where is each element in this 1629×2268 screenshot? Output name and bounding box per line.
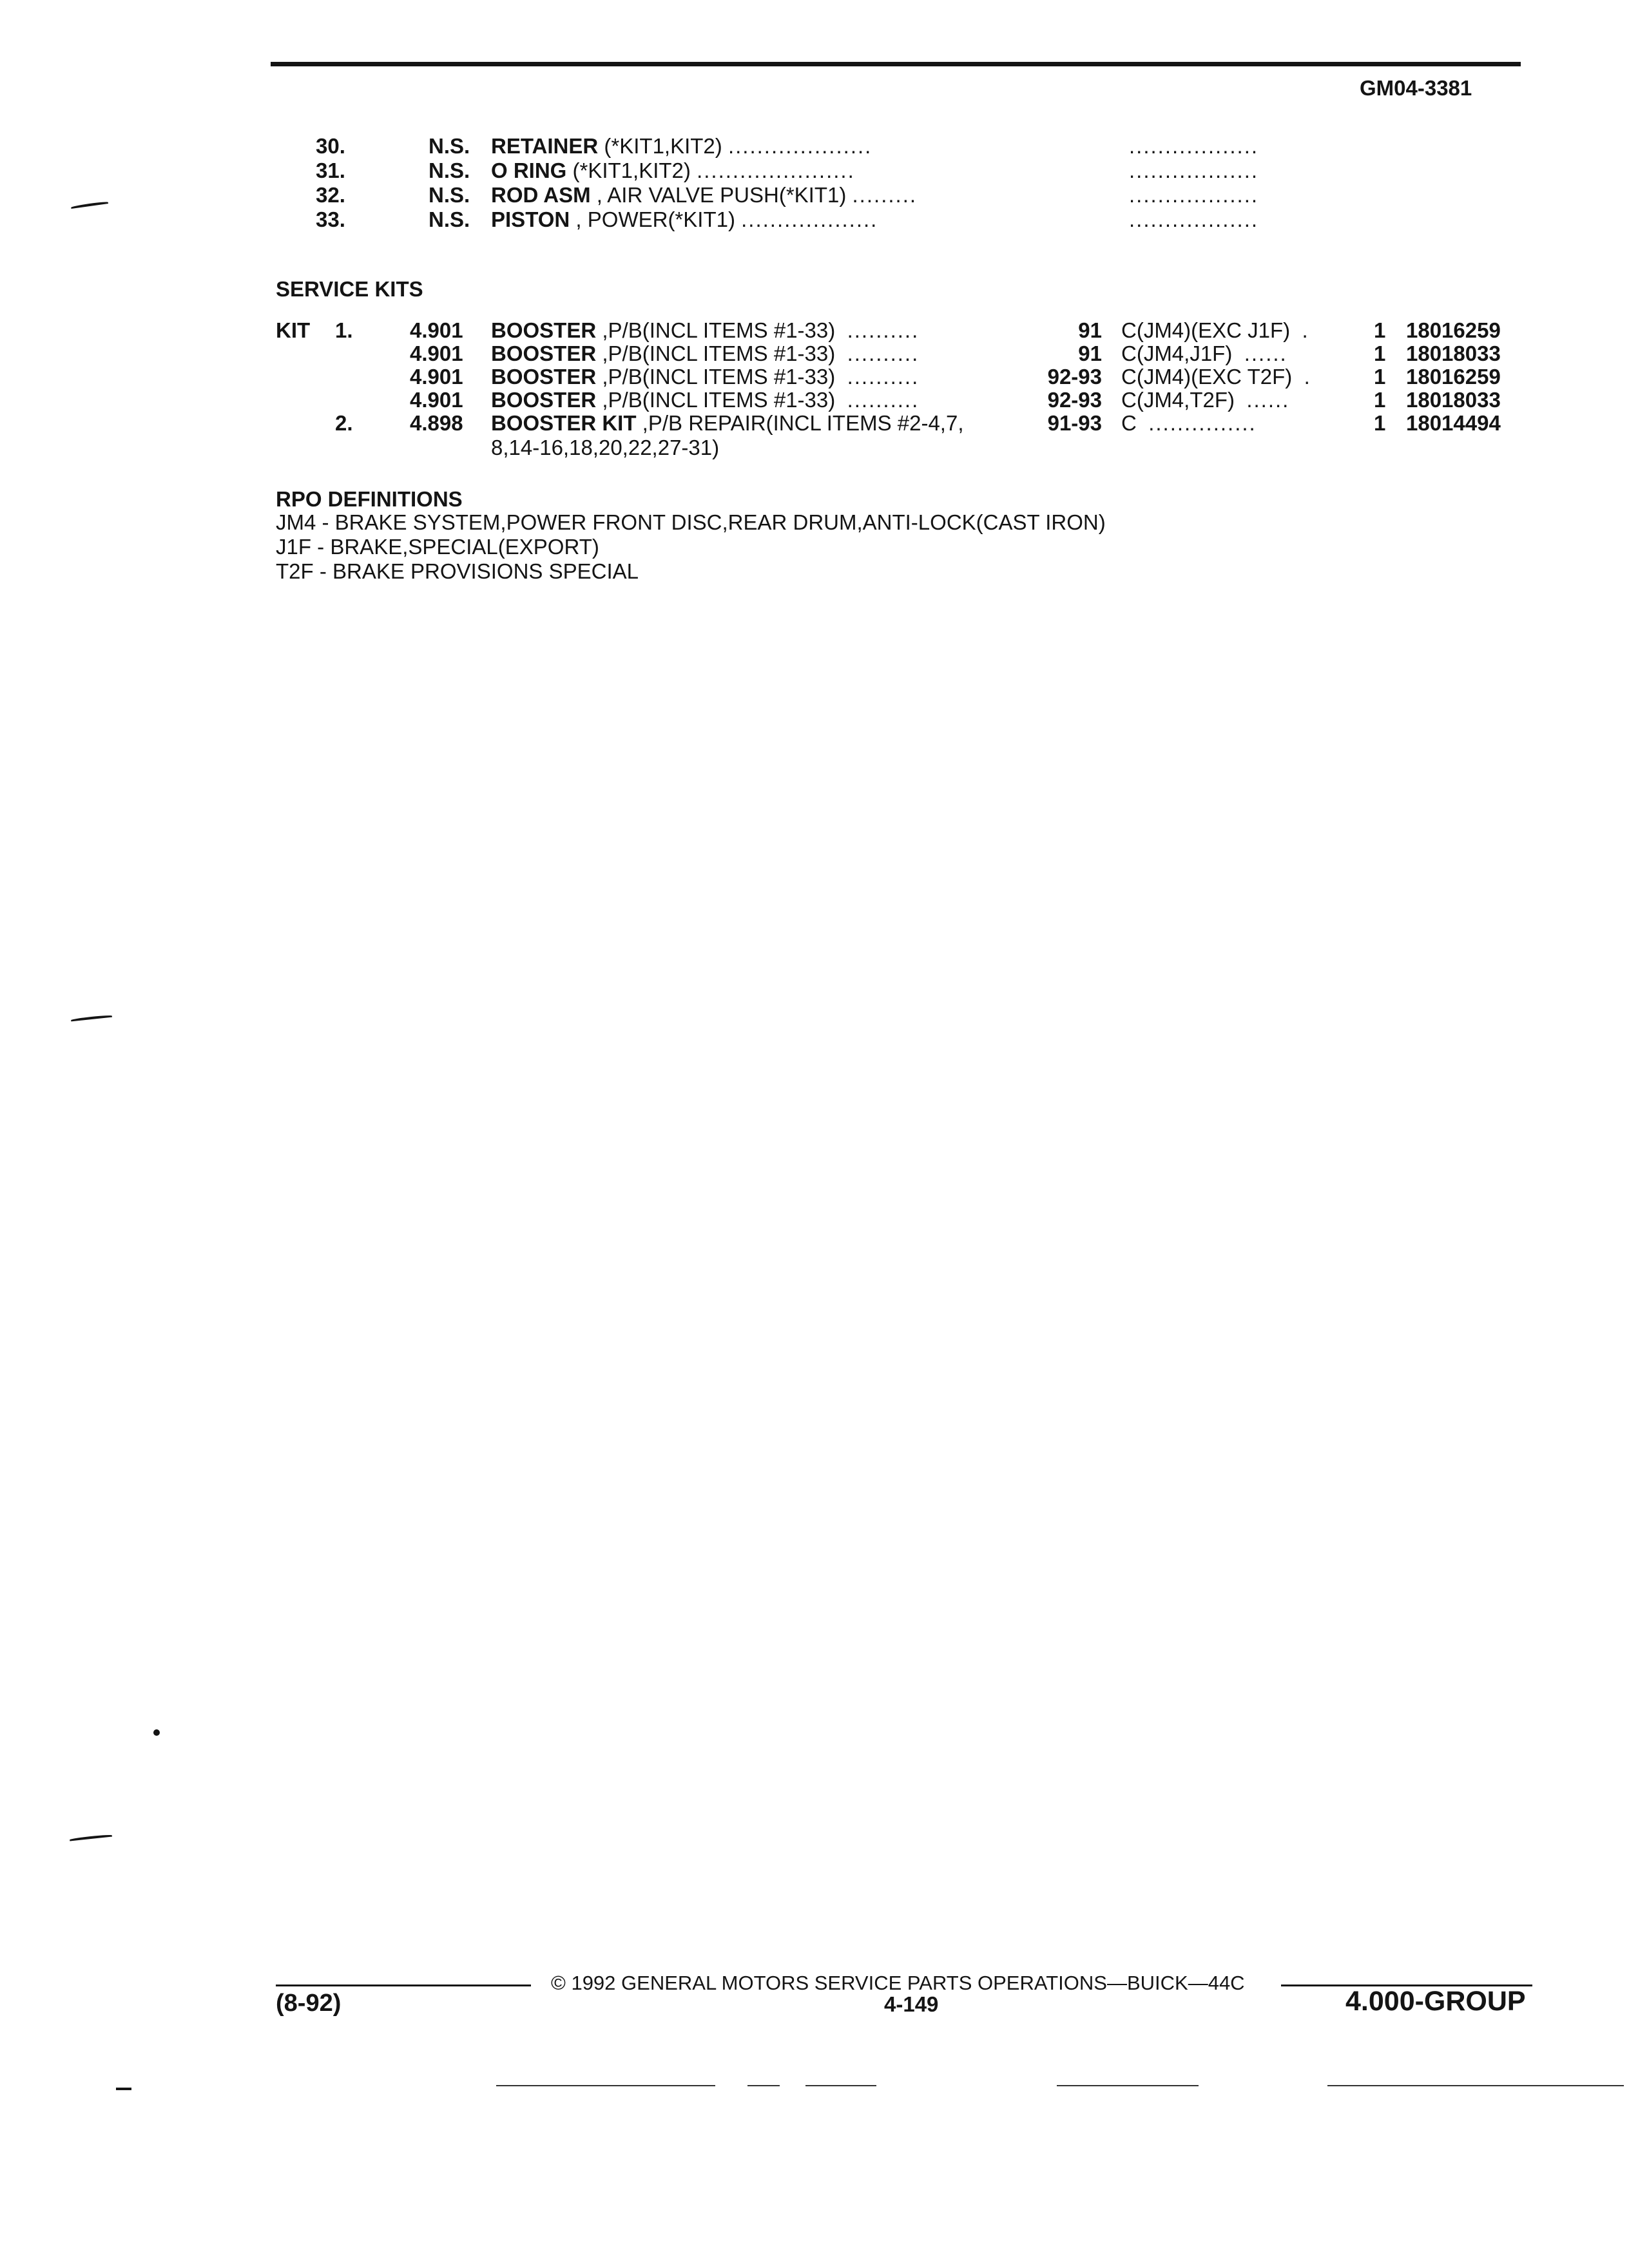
- top-rule: [271, 62, 1521, 66]
- kit-qty: 1: [1374, 341, 1386, 365]
- kit-usage: [1121, 365, 1311, 389]
- document-id: GM04-3381: [1360, 76, 1472, 100]
- scan-dash: [805, 2085, 876, 2086]
- kit-description: [491, 318, 919, 343]
- item-code: N.S.: [429, 183, 470, 207]
- kit-usage-text: C(JM4,J1F): [1121, 341, 1233, 365]
- leader-dots: ..................: [1129, 159, 1259, 182]
- kit-desc: ,P/B REPAIR(INCL ITEMS #2-4,7,: [636, 411, 964, 435]
- kit-usage-text: C(JM4,T2F): [1121, 388, 1235, 412]
- binder-hole-mark: [70, 1834, 112, 1841]
- kit-name: BOOSTER: [491, 341, 597, 365]
- leader-dots: ..................: [1129, 183, 1259, 207]
- scan-dash: [747, 2085, 780, 2086]
- item-code: N.S.: [429, 134, 470, 158]
- kit-part-number: 18018033: [1406, 341, 1501, 365]
- kit-part-number: 18014494: [1406, 411, 1501, 435]
- kit-description: [491, 411, 964, 436]
- item-desc: , AIR VALVE PUSH(*KIT1): [590, 183, 847, 207]
- kit-label: KIT: [276, 318, 311, 342]
- kit-desc: ,P/B(INCL ITEMS #1-33): [596, 318, 836, 342]
- kit-description: [491, 365, 919, 389]
- kit-usage: [1121, 411, 1257, 436]
- kit-code: 4.901: [410, 318, 463, 342]
- leader-dots: ..................: [1129, 134, 1259, 158]
- leader-dots: ..........: [847, 388, 920, 412]
- kit-year: 91: [1078, 341, 1102, 365]
- scan-dash: [1057, 2085, 1199, 2086]
- kit-code: 4.898: [410, 411, 463, 435]
- footer-group-label: 4.000-GROUP: [1345, 1986, 1526, 2017]
- kit-desc: ,P/B(INCL ITEMS #1-33): [596, 365, 836, 389]
- footer-revision-date: (8-92): [276, 1990, 342, 2017]
- kit-year: 92-93: [1047, 365, 1102, 389]
- rpo-definition: T2F - BRAKE PROVISIONS SPECIAL: [276, 559, 639, 583]
- leader-dots: ......: [1244, 341, 1287, 365]
- leader-dots: .........: [852, 183, 918, 207]
- kit-description: [491, 341, 919, 366]
- kit-usage-text: C(JM4)(EXC J1F): [1121, 318, 1291, 342]
- kit-part-number: 18016259: [1406, 318, 1501, 342]
- binder-hole-mark: [116, 2088, 131, 2090]
- leader-dots: ..........: [847, 318, 920, 342]
- ink-speck: [153, 1729, 160, 1736]
- rpo-definition: J1F - BRAKE,SPECIAL(EXPORT): [276, 535, 599, 559]
- item-code: N.S.: [429, 207, 470, 231]
- kit-code: 4.901: [410, 365, 463, 389]
- kit-name: BOOSTER KIT: [491, 411, 637, 435]
- item-number: 32.: [316, 183, 345, 207]
- kit-usage: [1121, 341, 1287, 366]
- kit-year: 91: [1078, 318, 1102, 342]
- kit-name: BOOSTER: [491, 388, 597, 412]
- kit-usage: [1121, 388, 1289, 412]
- item-desc: (*KIT1,KIT2): [598, 134, 722, 158]
- scan-dash: [496, 2085, 715, 2086]
- item-description: [491, 207, 878, 232]
- leader-dots: ..........: [847, 341, 920, 365]
- kit-desc: ,P/B(INCL ITEMS #1-33): [596, 388, 836, 412]
- leader-dots: ...................: [741, 207, 878, 231]
- footer-copyright: © 1992 GENERAL MOTORS SERVICE PARTS OPERATIONS—BUICK—44C: [551, 1972, 1245, 1994]
- kit-qty: 1: [1374, 365, 1386, 389]
- section-heading-service-kits: SERVICE KITS: [276, 277, 423, 301]
- item-number: 33.: [316, 207, 345, 231]
- kit-name: BOOSTER: [491, 365, 597, 389]
- leader-dots: .: [1302, 318, 1309, 342]
- leader-dots: ..................: [1129, 207, 1259, 231]
- leader-dots: ......................: [697, 159, 855, 182]
- leader-dots: ....................: [728, 134, 872, 158]
- leader-dots: ..........: [847, 365, 920, 389]
- kit-code: 4.901: [410, 388, 463, 412]
- item-description: [491, 159, 855, 183]
- kit-usage-text: C(JM4)(EXC T2F): [1121, 365, 1293, 389]
- kit-description-continuation: 8,14-16,18,20,22,27-31): [491, 436, 720, 459]
- kit-desc: ,P/B(INCL ITEMS #1-33): [596, 341, 836, 365]
- kit-part-number: 18016259: [1406, 365, 1501, 389]
- item-name: RETAINER: [491, 134, 599, 158]
- leader-dots: ...............: [1148, 411, 1257, 435]
- kit-name: BOOSTER: [491, 318, 597, 342]
- item-desc: , POWER(*KIT1): [570, 207, 735, 231]
- kit-usage: [1121, 318, 1309, 343]
- scan-dash: [1327, 2085, 1624, 2086]
- item-name: ROD ASM: [491, 183, 591, 207]
- footer-page-number: 4-149: [884, 1992, 939, 2016]
- item-code: N.S.: [429, 159, 470, 182]
- leader-dots: ......: [1246, 388, 1290, 412]
- kit-number: 2.: [335, 411, 353, 435]
- kit-usage-text: C: [1121, 411, 1137, 435]
- item-name: O RING: [491, 159, 567, 182]
- item-number: 30.: [316, 134, 345, 158]
- kit-qty: 1: [1374, 388, 1386, 412]
- item-description: [491, 134, 872, 159]
- section-heading-rpo-definitions: RPO DEFINITIONS: [276, 487, 463, 511]
- item-number: 31.: [316, 159, 345, 182]
- kit-description: [491, 388, 919, 412]
- kit-qty: 1: [1374, 318, 1386, 342]
- item-description: [491, 183, 917, 207]
- kit-part-number: 18018033: [1406, 388, 1501, 412]
- kit-code: 4.901: [410, 341, 463, 365]
- rpo-definition: JM4 - BRAKE SYSTEM,POWER FRONT DISC,REAR DRUM,ANTI-LOCK(CAST IRON): [276, 510, 1106, 534]
- kit-number: 1.: [335, 318, 353, 342]
- item-desc: (*KIT1,KIT2): [566, 159, 691, 182]
- binder-hole-mark: [71, 1015, 112, 1022]
- kit-year: 92-93: [1047, 388, 1102, 412]
- kit-qty: 1: [1374, 411, 1386, 435]
- leader-dots: .: [1304, 365, 1311, 389]
- kit-year: 91-93: [1047, 411, 1102, 435]
- binder-hole-mark: [71, 201, 108, 209]
- footer-rule-left: [276, 1984, 531, 1986]
- item-name: PISTON: [491, 207, 570, 231]
